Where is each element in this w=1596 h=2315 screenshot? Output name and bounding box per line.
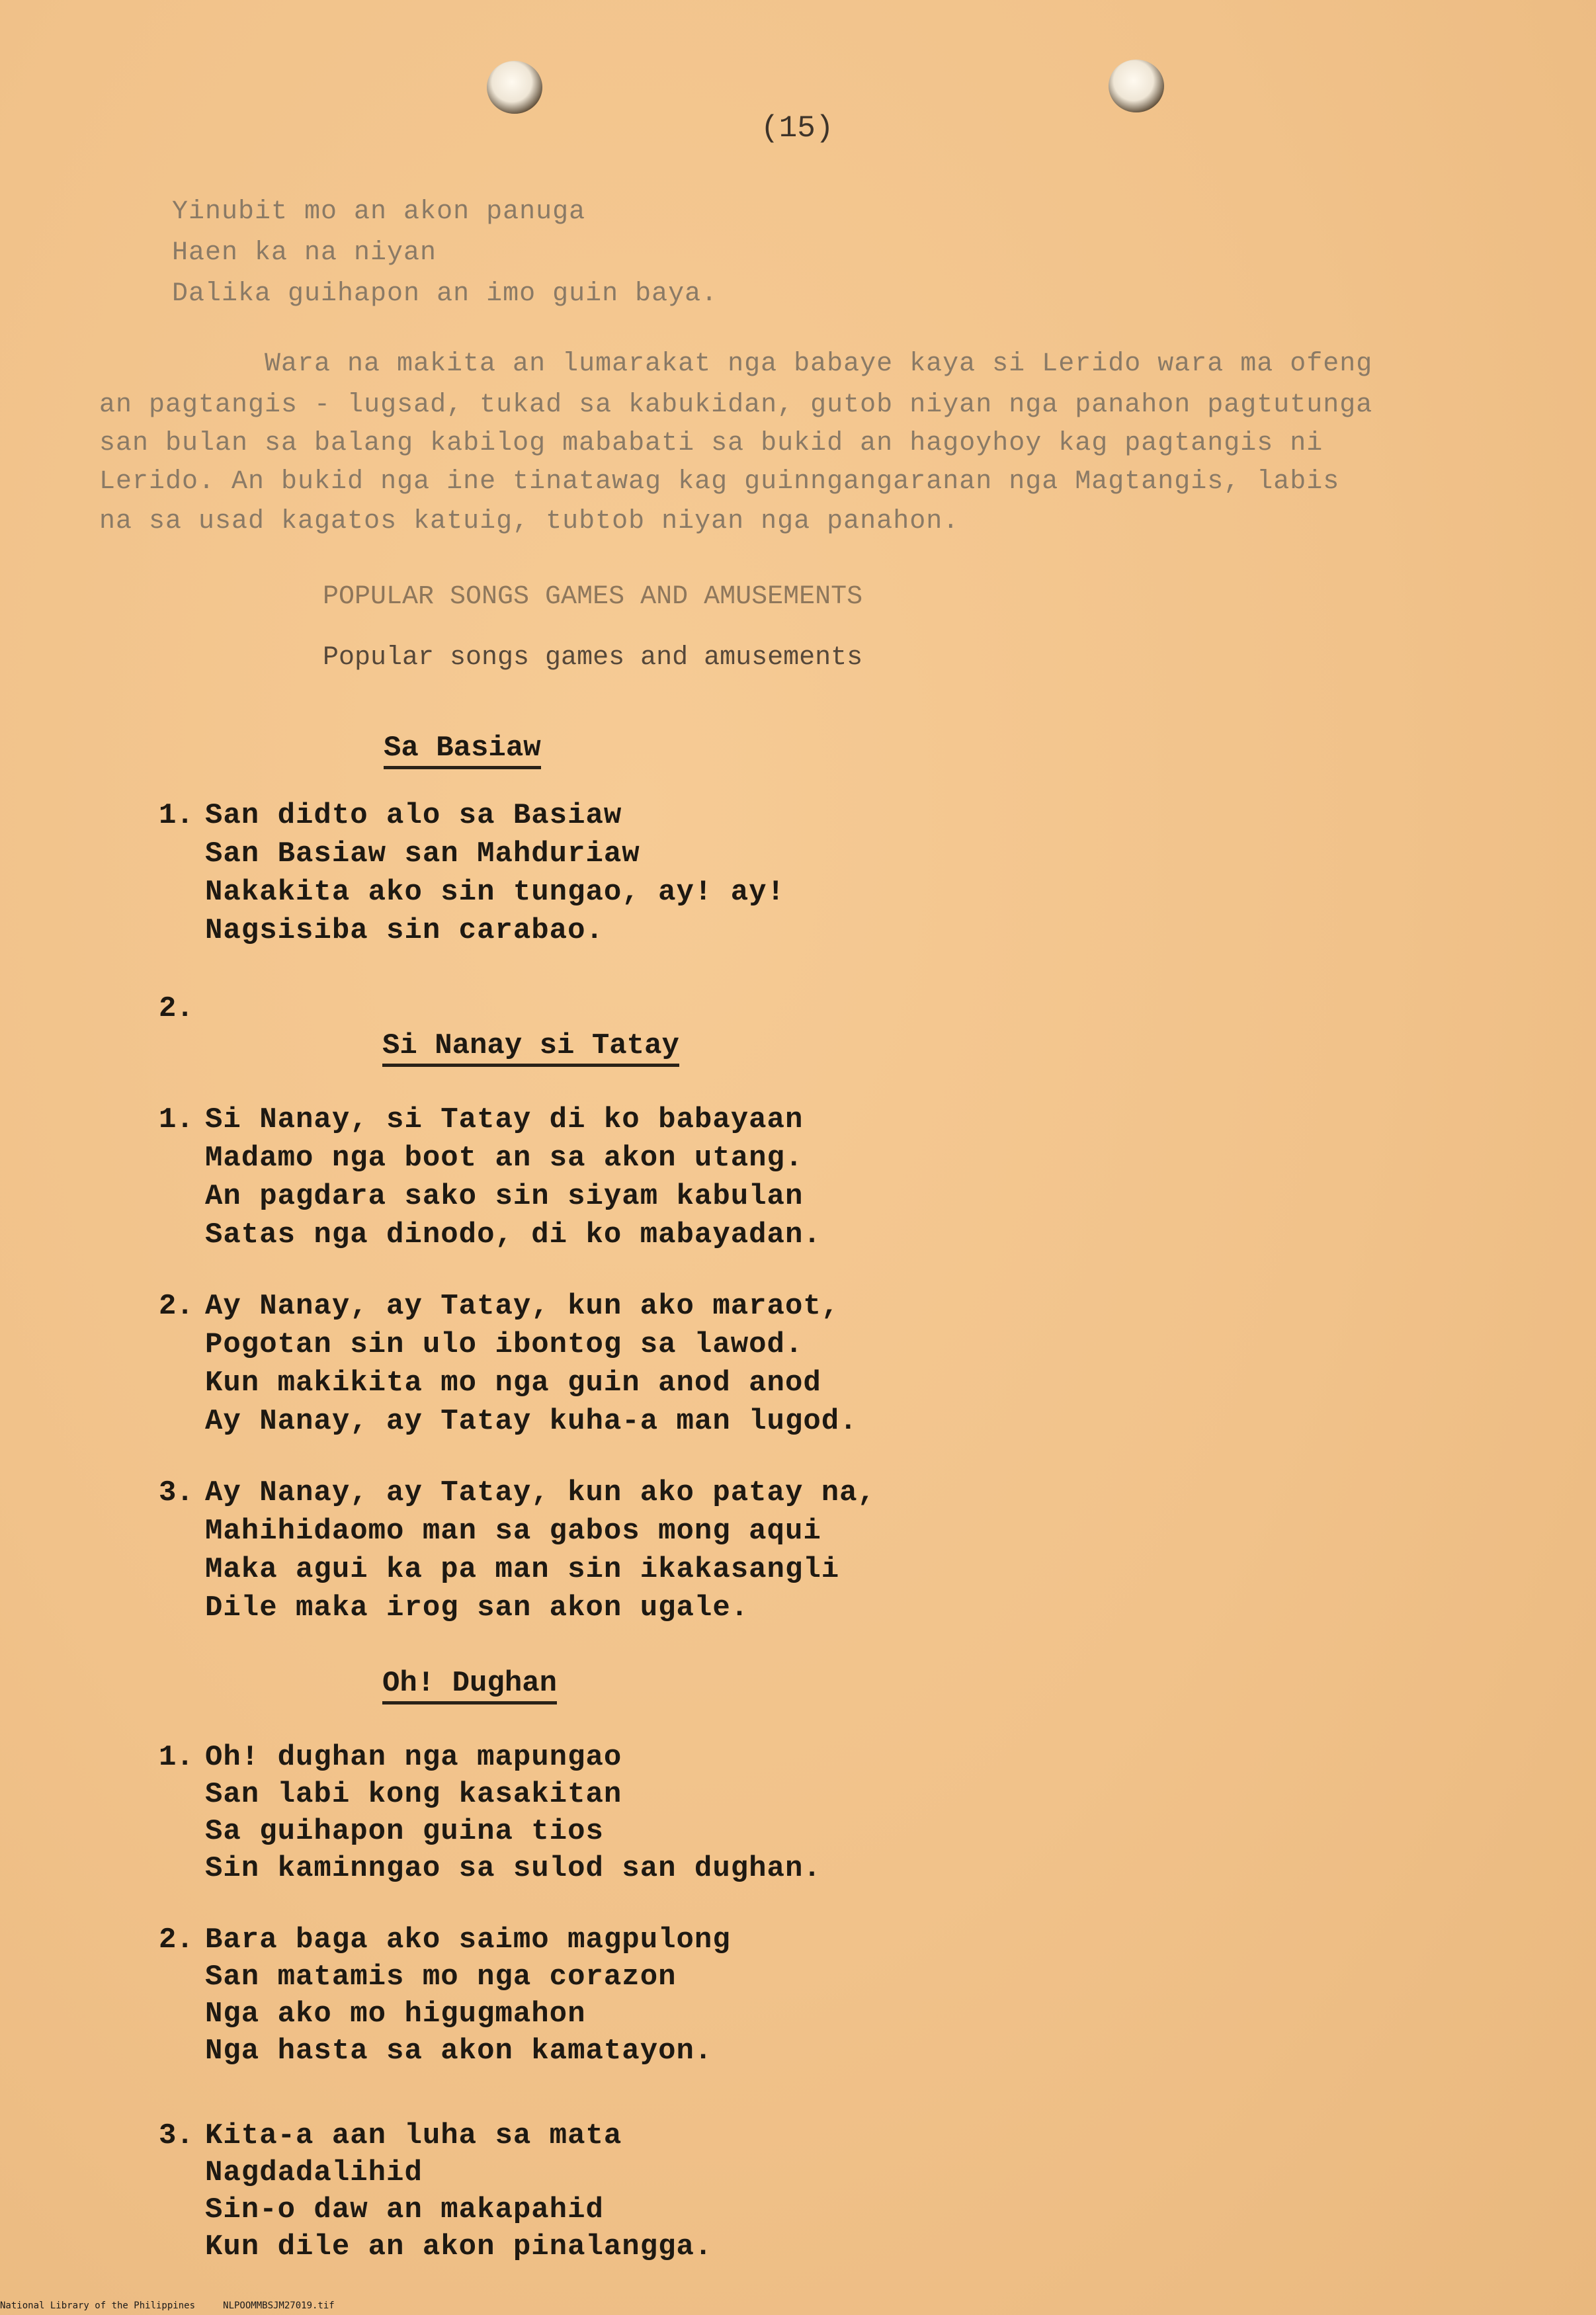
intro-line: Haen ka na niyan [172, 238, 437, 268]
paragraph-line: an pagtangis - lugsad, tukad sa kabukidan, gutob niyan nga panahon pagtutunga [99, 390, 1373, 420]
verse-line: Kun dile an akon pinalangga. [205, 2230, 713, 2263]
page-number: (15) [761, 111, 834, 146]
verse-line: Pogotan sin ulo ibontog sa lawod. [205, 1328, 804, 1361]
punch-hole-left [487, 61, 542, 114]
verse-line: Sin-o daw an makapahid [205, 2193, 604, 2226]
verse-line: Nga ako mo higugmahon [205, 1998, 586, 2031]
punch-hole-right [1109, 60, 1164, 112]
verse-line: San matamis mo nga corazon [205, 1960, 677, 1994]
verse-line: Oh! dughan nga mapungao [205, 1741, 622, 1774]
stanza-number: 2. [159, 1923, 194, 1957]
verse-line: San labi kong kasakitan [205, 1778, 622, 1811]
verse-line: An pagdara sako sin siyam kabulan [205, 1180, 804, 1213]
verse-line: Sin kaminngao sa sulod san dughan. [205, 1852, 821, 1885]
paragraph-line: na sa usad kagatos katuig, tubtob niyan nga panahon. [99, 507, 960, 536]
verse-line: Ay Nanay, ay Tatay, kun ako maraot, [205, 1290, 840, 1323]
verse-line: Kun makikita mo nga guin anod anod [205, 1367, 821, 1400]
verse-line: San didto alo sa Basiaw [205, 799, 622, 832]
stanza-number: 3. [159, 1476, 194, 1509]
verse-line: Si Nanay, si Tatay di ko babayaan [205, 1103, 804, 1136]
verse-line: San Basiaw san Mahduriaw [205, 837, 640, 870]
paragraph-line: san bulan sa balang kabilog mababati sa bukid an hagoyhoy kag pagtangis ni [99, 429, 1323, 458]
verse-line: Mahihidaomo man sa gabos mong aqui [205, 1515, 821, 1548]
verse-line: Nagdadalihid [205, 2156, 423, 2189]
section-heading: Popular songs games and amusements [323, 643, 863, 673]
intro-line: Yinubit mo an akon panuga [172, 197, 586, 227]
verse-line: Nga hasta sa akon kamatayon. [205, 2035, 713, 2068]
verse-line: Bara baga ako saimo magpulong [205, 1923, 731, 1957]
verse-line: Madamo nga boot an sa akon utang. [205, 1142, 804, 1175]
verse-line: Dile maka irog san akon ugale. [205, 1591, 749, 1624]
verse-line: Sa guihapon guina tios [205, 1815, 604, 1848]
verse-line: Nagsisiba sin carabao. [205, 914, 604, 947]
song-title: Oh! Dughan [382, 1667, 557, 1705]
stanza-number: 1. [159, 1103, 194, 1136]
verse-line: Maka agui ka pa man sin ikakasangli [205, 1553, 840, 1586]
verse-line: Kita-a aan luha sa mata [205, 2119, 622, 2152]
verse-line: Nakakita ako sin tungao, ay! ay! [205, 876, 785, 909]
section-heading-struck: POPULAR SONGS GAMES AND AMUSEMENTS [323, 582, 863, 612]
verse-line: Ay Nanay, ay Tatay, kun ako patay na, [205, 1476, 876, 1509]
stanza-number: 3. [159, 2119, 194, 2152]
song-number: 2. [159, 992, 194, 1025]
paragraph-line: Lerido. An bukid nga ine tinatawag kag guinngangaranan nga Magtangis, labis [99, 467, 1340, 497]
paragraph-line: Wara na makita an lumarakat nga babaye kaya si Lerido wara ma ofeng [265, 349, 1373, 379]
archive-footer: National Library of the Philippines NLPOOMMBSJM27019.tif [0, 2300, 335, 2311]
song-title: Si Nanay si Tatay [382, 1029, 679, 1067]
intro-line: Dalika guihapon an imo guin baya. [172, 279, 718, 309]
verse-line: Ay Nanay, ay Tatay kuha-a man lugod. [205, 1405, 858, 1438]
stanza-number: 2. [159, 1290, 194, 1323]
song-title: Sa Basiaw [384, 732, 541, 769]
stanza-number: 1. [159, 799, 194, 832]
verse-line: Satas nga dinodo, di ko mabayadan. [205, 1218, 821, 1251]
stanza-number: 1. [159, 1741, 194, 1774]
